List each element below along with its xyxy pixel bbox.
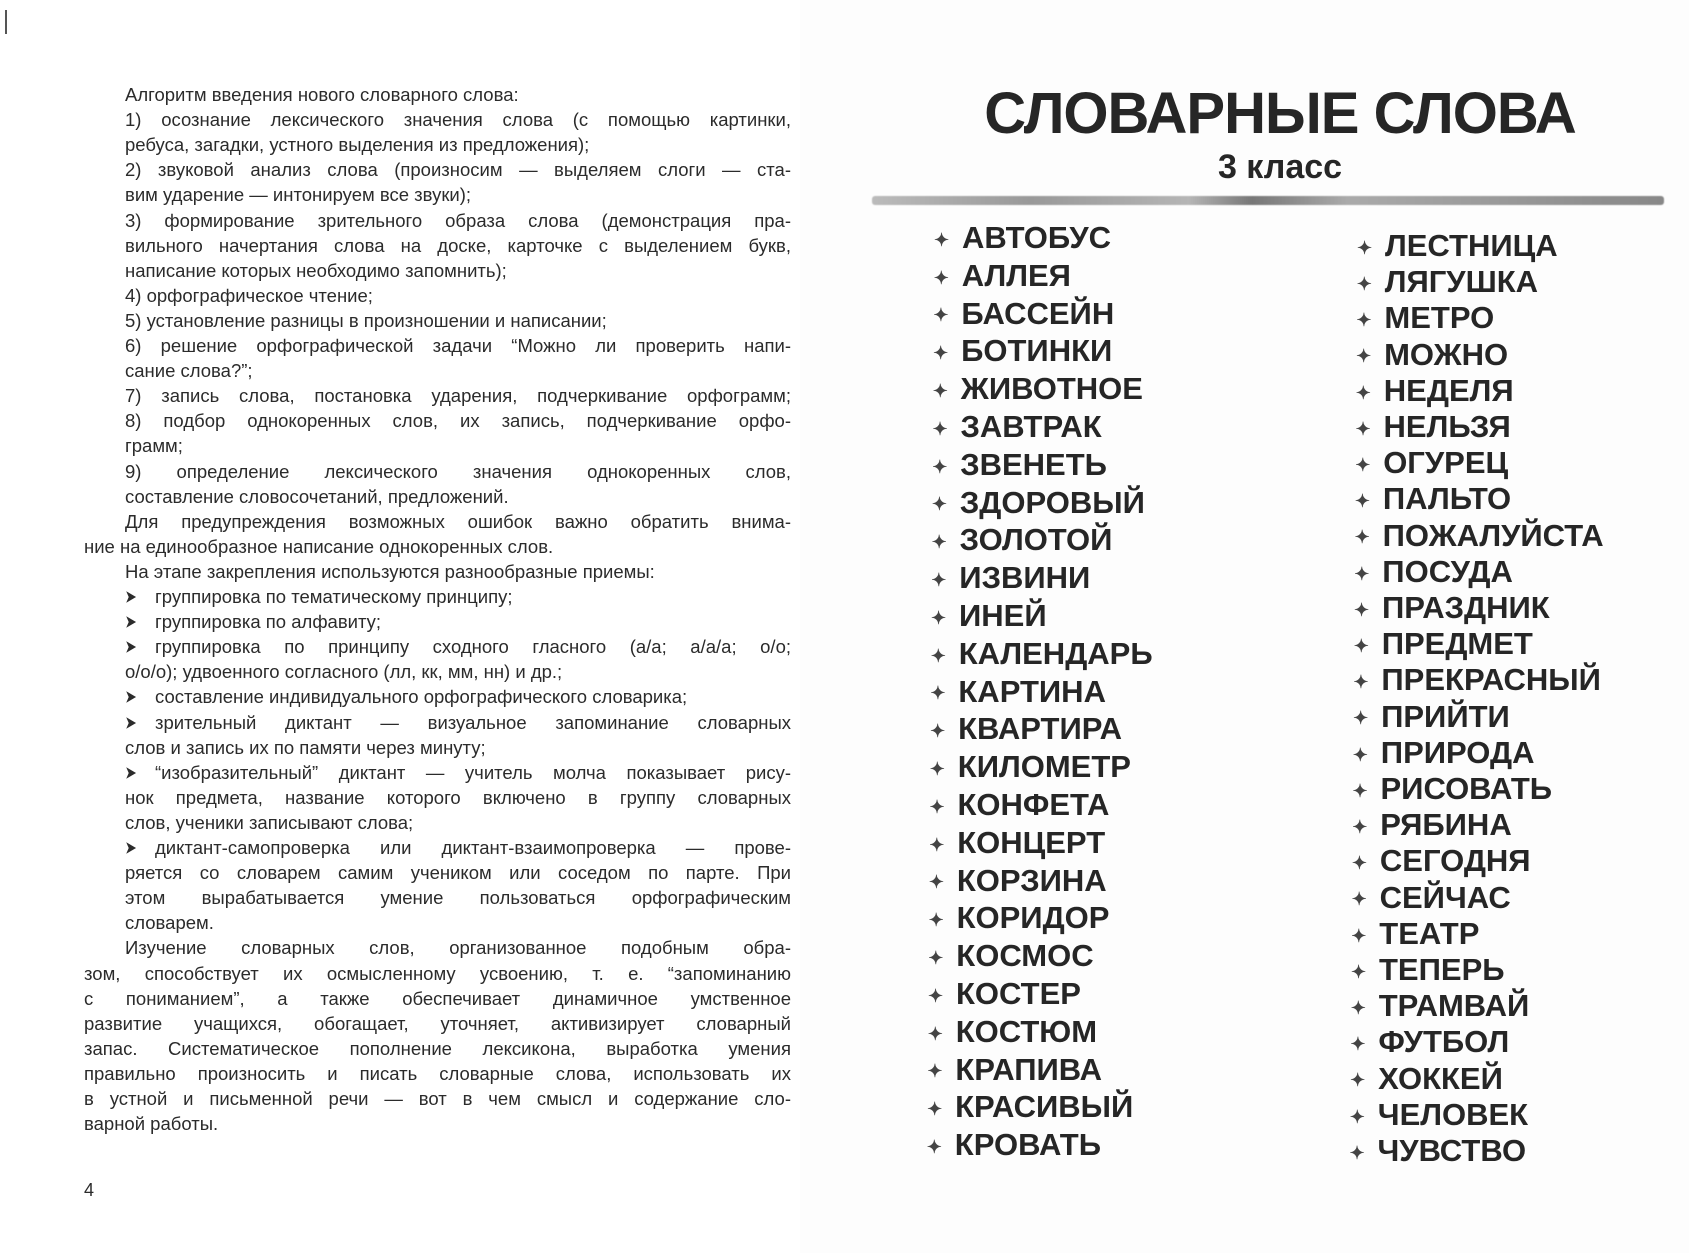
vocabulary-word-text: НЕЛЬЗЯ (1383, 409, 1511, 444)
text-line: развитие учащихся, обогащает, уточняет, активизирует словарный (84, 1012, 791, 1034)
bullet-item-line: группировка по принципу сходного гласного (а/а; а/а/а; о/о; (155, 636, 791, 658)
star-bullet-icon: ✦ (930, 721, 946, 742)
star-bullet-icon: ✦ (1353, 708, 1369, 729)
vocabulary-word-text: КАРТИНА (958, 673, 1106, 709)
vocabulary-word (932, 522, 1113, 560)
star-bullet-icon: ✦ (933, 267, 949, 288)
title-divider (872, 196, 1664, 205)
star-bullet-icon: ✦ (928, 948, 944, 968)
vocabulary-word (1355, 445, 1508, 483)
vocabulary-word-text: РЯБИНА (1380, 807, 1512, 843)
vocabulary-word-text: ПРИРОДА (1380, 734, 1535, 770)
star-bullet-icon: ✦ (1354, 491, 1370, 512)
vocabulary-word (934, 258, 1071, 296)
text-line: 5) установление разницы в произношении и написании; (125, 309, 607, 331)
vocabulary-word-text: НЕДЕЛЯ (1383, 372, 1514, 408)
text-line: вим ударение — интонируем все звуки); (125, 184, 472, 206)
bullet-chevron-icon: ➤ (125, 840, 137, 857)
vocabulary-word-text: ПРЕДМЕТ (1381, 626, 1533, 662)
text-line: 7) запись слова, постановка ударения, подчеркивание орфограмм; (125, 385, 791, 407)
vocabulary-word-text: ИЗВИНИ (959, 560, 1091, 596)
vocabulary-word (1352, 807, 1512, 845)
vocabulary-word (1353, 662, 1601, 700)
bullet-item-line: группировка по тематическому принципу; (155, 586, 513, 607)
text-line: варной работы. (84, 1113, 219, 1135)
page-subtitle: 3 класс (1217, 148, 1343, 186)
text-line: слов и запись их по памяти через минуту; (125, 736, 486, 758)
vocabulary-word (1351, 988, 1530, 1026)
star-bullet-icon: ✦ (931, 532, 947, 553)
star-bullet-icon: ✦ (928, 872, 944, 893)
star-bullet-icon: ✦ (1349, 1142, 1365, 1163)
text-line: нок предмета, название которого включено в группу словарных (125, 786, 791, 808)
bullet-item-line: диктант-самопроверка или диктант-взаимопроверка — прове- (155, 837, 791, 858)
star-bullet-icon: ✦ (932, 418, 948, 439)
vocabulary-word (1352, 843, 1531, 881)
bullet-item-line: “изобразительный” диктант — учитель молча показывает рису- (155, 761, 791, 783)
star-bullet-icon: ✦ (933, 305, 949, 326)
star-bullet-icon: ✦ (928, 910, 944, 931)
vocabulary-word (928, 1014, 1097, 1052)
text-line: слов, ученики записывают слова; (125, 811, 414, 833)
star-bullet-icon: ✦ (930, 683, 946, 704)
vocabulary-word-text: КОНЦЕРТ (957, 824, 1106, 860)
bullet-chevron-icon: ➤ (125, 689, 137, 707)
star-bullet-icon: ✦ (1354, 599, 1370, 620)
bullet-item-line: зрительный диктант — визуальное запоминание словарных (155, 711, 791, 733)
text-line: зом, способствует их осмысленному усвоению, т. е. “запоминанию (84, 962, 791, 984)
vocabulary-word (1350, 1024, 1509, 1062)
vocabulary-word-text: СЕЙЧАС (1379, 879, 1511, 915)
vocabulary-word-text: ЗВЕНЕТЬ (960, 446, 1107, 482)
vocabulary-word-text: ПОЖАЛУЙСТА (1382, 517, 1604, 553)
vocabulary-word (929, 825, 1105, 863)
text-line: Для предупреждения возможных ошибок важно обратить внима- (125, 510, 791, 532)
star-bullet-icon: ✦ (1351, 853, 1367, 874)
vocabulary-word-text: ЗДОРОВЫЙ (959, 484, 1145, 520)
star-bullet-icon: ✦ (931, 494, 947, 515)
star-bullet-icon: ✦ (1357, 237, 1373, 258)
vocabulary-word-text: ТРАМВАЙ (1378, 988, 1530, 1024)
star-bullet-icon: ✦ (932, 381, 948, 401)
vocabulary-word (933, 409, 1102, 447)
bullet-chevron-icon: ➤ (125, 639, 137, 657)
vocabulary-word (1350, 1097, 1528, 1135)
vocabulary-word-text: КРАСИВЫЙ (955, 1089, 1134, 1125)
vocabulary-word (929, 900, 1110, 938)
vocabulary-word (1356, 373, 1514, 411)
star-bullet-icon: ✦ (1356, 346, 1372, 367)
vocabulary-word-text: ЗАВТРАК (960, 409, 1102, 444)
vocabulary-word-text: ИНЕЙ (959, 598, 1047, 633)
vocabulary-word-text: БАССЕЙН (961, 295, 1115, 331)
star-bullet-icon: ✦ (934, 229, 950, 250)
vocabulary-word (1353, 735, 1535, 773)
vocabulary-word-text: ПРАЗДНИК (1382, 590, 1550, 625)
text-line: 1) осознание лексического значения слова (с помощью картинки, (125, 109, 791, 131)
star-bullet-icon: ✦ (927, 1061, 943, 1082)
vocabulary-word-text: ЗОЛОТОЙ (959, 522, 1113, 558)
vocabulary-word (1351, 916, 1479, 954)
bullet-chevron-icon: ➤ (125, 764, 137, 782)
bullet-chevron-icon: ➤ (125, 589, 137, 606)
star-bullet-icon: ✦ (1351, 961, 1367, 982)
vocabulary-word (1351, 952, 1505, 990)
bullet-chevron-icon: ➤ (125, 614, 137, 632)
star-bullet-icon: ✦ (1350, 1034, 1366, 1055)
star-bullet-icon: ✦ (930, 645, 946, 666)
vocabulary-word (1356, 337, 1508, 375)
vocabulary-word-text: ЖИВОТНОЕ (960, 371, 1143, 407)
text-line: ряется со словарем самим учеником или соседом по парте. При (125, 862, 791, 884)
scan-artifact (5, 10, 7, 34)
star-bullet-icon: ✦ (931, 607, 947, 628)
text-line: о/о/о); удвоенного согласного (лл, кк, мм, нн) и др.; (125, 661, 563, 683)
text-line: запас. Систематическое пополнение лексикона, выработка умения (84, 1037, 791, 1059)
vocabulary-word-text: КОРЗИНА (956, 862, 1107, 898)
text-line: На этапе закрепления используются разнообразные приемы: (125, 560, 655, 582)
star-bullet-icon: ✦ (1355, 455, 1371, 475)
vocabulary-word (1354, 554, 1513, 592)
vocabulary-word-text: КОРИДОР (956, 900, 1110, 936)
vocabulary-word (928, 976, 1081, 1014)
star-bullet-icon: ✦ (926, 1137, 942, 1157)
vocabulary-word-text: КОСМОС (956, 938, 1094, 974)
text-line: ребуса, загадки, устного выделения из предложения); (125, 134, 590, 156)
left-page (0, 0, 800, 1253)
vocabulary-word-text: ЧЕЛОВЕК (1377, 1096, 1529, 1132)
star-bullet-icon: ✦ (1356, 310, 1372, 331)
bullet-chevron-icon: ➤ (125, 714, 137, 732)
vocabulary-word-text: КРАПИВА (955, 1051, 1103, 1087)
page-title: СЛОВАРНЫЕ СЛОВА (984, 81, 1576, 146)
vocabulary-word (928, 938, 1093, 976)
star-bullet-icon: ✦ (1352, 817, 1368, 837)
vocabulary-word (1353, 771, 1553, 809)
text-line: грамм; (125, 435, 183, 457)
text-line: сание слова?”; (125, 360, 253, 382)
text-line: этом вырабатывается умение пользоваться орфографическим (125, 887, 791, 909)
vocabulary-word-text: МЕТРО (1384, 300, 1495, 336)
star-bullet-icon: ✦ (933, 343, 949, 364)
vocabulary-word (930, 787, 1110, 825)
text-line: 3) формирование зрительного образа слова (демонстрация пра- (125, 209, 791, 231)
star-bullet-icon: ✦ (927, 1099, 943, 1120)
vocabulary-word (927, 1089, 1133, 1127)
star-bullet-icon: ✦ (1351, 925, 1367, 946)
vocabulary-word (932, 447, 1107, 485)
star-bullet-icon: ✦ (1353, 636, 1369, 656)
text-line: составление словосочетаний, предложений. (125, 485, 509, 507)
vocabulary-word-text: РИСОВАТЬ (1380, 771, 1553, 806)
page-number: 4 (84, 1180, 95, 1200)
vocabulary-word-text: ЛЕСТНИЦА (1385, 228, 1558, 263)
vocabulary-word (930, 674, 1106, 712)
star-bullet-icon: ✦ (929, 834, 945, 855)
text-line: 2) звуковой анализ слова (произносим — выделяем слоги — ста- (125, 159, 791, 181)
star-bullet-icon: ✦ (928, 985, 944, 1006)
vocabulary-word-text: ПРЕКРАСНЫЙ (1381, 662, 1601, 698)
vocabulary-word (1355, 481, 1511, 519)
text-line: вильного начертания слова на доске, карточке с выделением букв, (125, 234, 791, 256)
vocabulary-word (1355, 518, 1604, 556)
text-line: словарем. (125, 912, 214, 934)
vocabulary-word (933, 371, 1143, 409)
vocabulary-word-text: СЕГОДНЯ (1379, 843, 1531, 879)
vocabulary-word-text: КОСТЮМ (955, 1013, 1098, 1049)
text-line: с пониманием”, а также обеспечивает динамичное умственное (84, 987, 791, 1009)
text-line: 9) определение лексического значения однокоренных слов, (125, 460, 791, 482)
vocabulary-word-text: КОНФЕТА (957, 787, 1110, 822)
vocabulary-word (931, 636, 1153, 674)
vocabulary-word-text: АЛЛЕЯ (961, 257, 1071, 293)
star-bullet-icon: ✦ (1349, 1106, 1365, 1127)
vocabulary-word-text: ОГУРЕЦ (1383, 445, 1509, 481)
vocabulary-word (1350, 1061, 1503, 1099)
text-line: ние на единообразное написание однокоренных слов. (84, 535, 554, 557)
vocabulary-word-text: ПОСУДА (1382, 553, 1513, 589)
vocabulary-word-text: КВАРТИРА (958, 711, 1123, 747)
vocabulary-word-text: КИЛОМЕТР (957, 749, 1131, 785)
vocabulary-word (933, 296, 1114, 334)
vocabulary-word (931, 560, 1090, 598)
vocabulary-word-text: КРОВАТЬ (954, 1127, 1102, 1163)
bullet-item-line: группировка по алфавиту; (155, 611, 382, 633)
text-line: 4) орфографическое чтение; (125, 284, 373, 306)
star-bullet-icon: ✦ (1355, 418, 1371, 439)
star-bullet-icon: ✦ (1352, 744, 1368, 765)
vocabulary-word-text: ТЕПЕРЬ (1379, 952, 1505, 987)
vocabulary-word (929, 863, 1107, 901)
vocabulary-word-text: ХОККЕЙ (1378, 1060, 1503, 1096)
text-line: 6) решение орфографической задачи “Можно ли проверить напи- (125, 335, 791, 356)
vocabulary-word-text: ЛЯГУШКА (1384, 264, 1539, 300)
vocabulary-word-text: ФУТБОЛ (1378, 1024, 1510, 1060)
star-bullet-icon: ✦ (1355, 382, 1371, 403)
star-bullet-icon: ✦ (1351, 889, 1367, 910)
vocabulary-word (933, 333, 1112, 371)
vocabulary-word-text: МОЖНО (1384, 336, 1509, 372)
vocabulary-word (927, 1127, 1101, 1165)
text-line: правильно произносить и писать словарные слова, использовать их (84, 1062, 791, 1084)
star-bullet-icon: ✦ (1350, 1070, 1366, 1091)
vocabulary-word-text: КАЛЕНДАРЬ (958, 635, 1153, 671)
vocabulary-word-text: БОТИНКИ (961, 333, 1113, 369)
vocabulary-word (1357, 228, 1558, 266)
star-bullet-icon: ✦ (932, 456, 948, 477)
star-bullet-icon: ✦ (1350, 998, 1366, 1018)
vocabulary-word-text: ПРИЙТИ (1381, 698, 1510, 734)
star-bullet-icon: ✦ (929, 759, 945, 779)
star-bullet-icon: ✦ (1356, 274, 1372, 294)
vocabulary-word (931, 598, 1047, 636)
text-line: Изучение словарных слов, организованное подобным обра- (125, 937, 791, 959)
star-bullet-icon: ✦ (1354, 527, 1370, 548)
vocabulary-word (1356, 409, 1511, 447)
star-bullet-icon: ✦ (927, 1023, 943, 1044)
text-line: в устной и письменной речи — вот в чем смысл и содержание сло- (84, 1088, 791, 1109)
vocabulary-word-text: КОСТЕР (956, 976, 1081, 1011)
text-line: написание которых необходимо запомнить); (125, 259, 507, 281)
star-bullet-icon: ✦ (1353, 672, 1369, 693)
vocabulary-word (927, 1052, 1102, 1090)
vocabulary-word (1352, 880, 1511, 918)
bullet-item-line: составление индивидуального орфографического словарика; (155, 686, 688, 708)
star-bullet-icon: ✦ (1354, 563, 1370, 584)
vocabulary-word-text: ЧУВСТВО (1377, 1133, 1527, 1168)
vocabulary-word (930, 749, 1131, 787)
star-bullet-icon: ✦ (931, 570, 947, 590)
text-line: Алгоритм введения нового словарного слова: (125, 84, 519, 105)
star-bullet-icon: ✦ (929, 796, 945, 817)
vocabulary-word (1350, 1133, 1527, 1171)
vocabulary-word (934, 220, 1111, 258)
vocabulary-word (1356, 300, 1494, 338)
vocabulary-word-text: АВТОБУС (962, 220, 1112, 255)
vocabulary-word (1354, 626, 1533, 664)
vocabulary-word (932, 485, 1145, 523)
vocabulary-word (1353, 699, 1510, 737)
vocabulary-word-text: ПАЛЬТО (1382, 481, 1512, 517)
text-line: 8) подбор однокоренных слов, их запись, подчеркивание орфо- (125, 410, 791, 432)
vocabulary-word (930, 711, 1122, 749)
vocabulary-word (1357, 264, 1538, 302)
vocabulary-word (1354, 590, 1550, 628)
vocabulary-word-text: ТЕАТР (1379, 915, 1480, 951)
star-bullet-icon: ✦ (1352, 780, 1368, 801)
